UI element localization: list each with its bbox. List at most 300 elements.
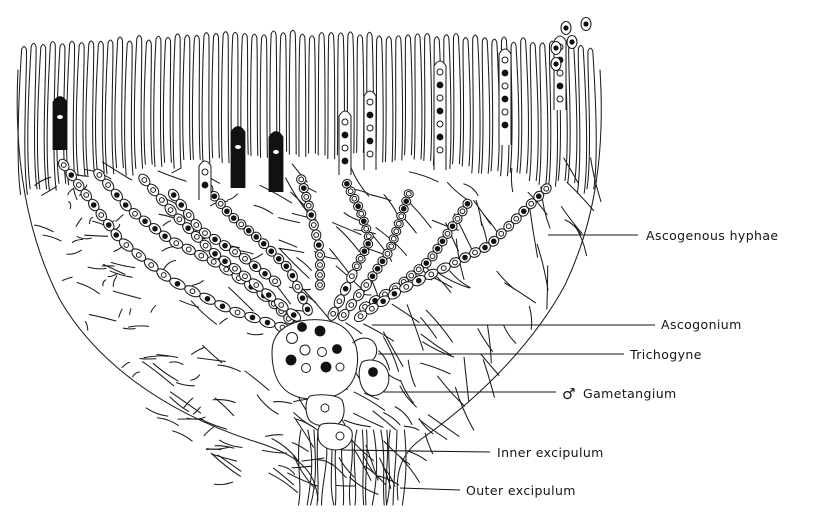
nucleus <box>291 313 296 318</box>
ascospore <box>202 182 208 188</box>
label-ascogonium: Ascogonium <box>661 317 742 332</box>
nucleus <box>359 211 364 216</box>
ascospore <box>367 125 373 131</box>
excipulum-cell <box>292 443 308 452</box>
excipulum-cell <box>504 326 516 343</box>
excipulum-cell <box>211 453 240 476</box>
excipulum-cell <box>88 267 106 269</box>
nucleus <box>349 274 354 279</box>
paraphysis <box>202 33 210 163</box>
paraphysis <box>115 37 123 168</box>
paraphysis <box>472 35 480 173</box>
excipulum-cell <box>409 172 438 182</box>
nucleus <box>266 293 271 298</box>
nucleus <box>404 199 409 204</box>
nucleus <box>211 259 216 264</box>
excipulum-cell <box>157 418 178 426</box>
paraphysis <box>37 45 46 189</box>
excipulum-cell <box>392 304 419 322</box>
excipulum-cell <box>122 362 129 367</box>
nucleus <box>416 278 421 283</box>
nucleus <box>306 203 311 208</box>
excipulum-cell <box>111 263 134 268</box>
nucleus <box>174 241 179 246</box>
excipulum-cell <box>214 482 232 485</box>
nucleus <box>106 223 111 228</box>
nucleus <box>453 260 458 265</box>
ascospore <box>437 108 443 114</box>
nucleus <box>409 273 414 278</box>
nucleus <box>213 251 218 256</box>
paraphysis <box>28 43 37 188</box>
paraphysis <box>86 41 95 175</box>
paraphysis <box>173 34 181 168</box>
excipulum-cell <box>336 227 359 251</box>
excipulum-cell <box>110 271 132 277</box>
paraphysis <box>289 30 296 154</box>
excipulum-cell <box>43 235 61 241</box>
ascospore <box>437 69 443 75</box>
ascus <box>434 61 446 170</box>
nucleus <box>385 251 390 256</box>
nucleus <box>364 226 369 231</box>
leader-outer-excipulum <box>400 488 460 490</box>
nucleus <box>305 307 310 312</box>
excipulum-cell <box>505 283 536 303</box>
nucleus <box>460 209 465 214</box>
excipulum-cell <box>426 310 452 342</box>
nucleus <box>175 281 180 286</box>
paraphysis <box>414 34 422 159</box>
nucleus <box>199 253 204 258</box>
male-gametangium <box>359 360 389 395</box>
nucleus <box>349 303 354 308</box>
excipulum-cell <box>62 277 72 280</box>
ascus <box>53 97 67 151</box>
nucleus <box>61 163 66 168</box>
excipulum-cell <box>266 435 283 437</box>
paraphysis <box>144 40 152 164</box>
paraphysis <box>424 34 432 161</box>
paraphysis <box>96 41 105 172</box>
nucleus <box>246 228 251 233</box>
excipulum-cell <box>129 309 130 315</box>
excipulum-cell <box>68 189 73 195</box>
nucleus <box>203 243 208 248</box>
excipulum-cell <box>192 280 203 285</box>
excipulum-cell <box>218 365 240 371</box>
nucleus <box>143 219 148 224</box>
excipulum-cell <box>72 239 82 242</box>
ascospore <box>437 82 443 88</box>
ascospore <box>502 109 508 115</box>
nucleus <box>352 196 357 201</box>
nucleus <box>318 283 323 288</box>
excipulum-cell <box>400 457 420 483</box>
nucleus <box>239 222 244 227</box>
excipulum-cell <box>77 283 99 294</box>
nucleus <box>124 243 129 248</box>
ascus <box>231 127 245 189</box>
nucleus <box>194 223 199 228</box>
nucleus <box>91 203 96 208</box>
excipulum-cell <box>273 402 291 404</box>
paraphysis <box>587 48 596 189</box>
excipulum-cell <box>128 326 148 327</box>
excipulum-cell <box>279 218 300 223</box>
ascospore <box>502 122 508 128</box>
nucleus <box>331 311 336 316</box>
nucleus <box>223 259 228 264</box>
ascospore <box>367 151 373 157</box>
ascospore <box>557 83 563 89</box>
nucleus <box>450 224 455 229</box>
excipulum-cell <box>254 205 273 214</box>
ascus <box>269 132 283 193</box>
paraphysis <box>260 35 267 158</box>
paraphysis <box>212 34 220 158</box>
paraphysis <box>154 36 162 166</box>
label-inner-excipulum: Inner excipulum <box>497 445 604 460</box>
paraphysis <box>134 36 142 169</box>
excipulum-cell <box>204 427 213 436</box>
nucleus <box>341 313 346 318</box>
excipulum-cell <box>247 333 263 335</box>
nucleus <box>389 244 394 249</box>
nucleus <box>491 239 496 244</box>
paraphysis <box>357 35 364 153</box>
ascospore <box>437 95 443 101</box>
excipulum-cell <box>163 221 170 226</box>
nucleus <box>190 289 195 294</box>
ascogonium <box>272 320 358 399</box>
excipulum-cell <box>113 291 140 299</box>
ascospore <box>342 132 348 138</box>
nucleus <box>179 203 184 208</box>
nucleus <box>163 234 168 239</box>
excipulum-cell <box>421 363 451 374</box>
nucleus <box>253 264 258 269</box>
nucleus <box>213 237 218 242</box>
label-gametangium: Gametangium <box>583 386 677 401</box>
excipulum-cell <box>197 358 225 362</box>
label-outer-excipulum: Outer excipulum <box>466 483 576 498</box>
nucleus <box>544 186 549 191</box>
excipulum-cell <box>384 195 397 214</box>
nucleus <box>441 266 446 271</box>
excipulum-cell <box>384 413 400 425</box>
nucleus <box>261 241 266 246</box>
nucleus <box>186 213 191 218</box>
nucleus <box>424 261 429 266</box>
leader-inner-excipulum <box>342 450 490 452</box>
excipulum-cell <box>142 362 173 386</box>
paraphysis <box>520 38 529 173</box>
nucleus <box>309 213 314 218</box>
nucleus <box>465 201 470 206</box>
nucleus <box>483 245 488 250</box>
ascospore <box>502 83 508 89</box>
ascospore <box>557 70 563 76</box>
spore-nucleus <box>564 26 568 30</box>
nucleus <box>366 241 371 246</box>
nucleus <box>356 204 361 209</box>
paraphysis <box>376 36 383 162</box>
nucleus <box>463 255 468 260</box>
nucleus <box>254 234 259 239</box>
excipulum-cell <box>162 247 174 252</box>
nucleus <box>203 231 208 236</box>
excipulum-cell <box>574 225 586 255</box>
nucleus <box>499 231 504 236</box>
nucleus <box>514 216 519 221</box>
excipulum-cell <box>220 318 228 324</box>
excipulum-cell <box>537 244 548 290</box>
nucleus <box>142 178 147 183</box>
ascospore <box>557 96 563 102</box>
nucleus <box>254 283 259 288</box>
excipulum-cell <box>119 309 122 317</box>
ascospore <box>202 169 208 175</box>
ascospore <box>437 121 443 127</box>
excipulum-cell <box>191 348 203 355</box>
paraphysis <box>251 34 258 155</box>
nucleus <box>224 267 229 272</box>
nucleus <box>161 273 166 278</box>
nucleus <box>186 226 191 231</box>
excipulum-cell <box>408 451 426 460</box>
nucleus <box>123 203 128 208</box>
excipulum-cell <box>547 266 548 309</box>
excipulum-cell <box>332 223 361 235</box>
stalk-hypha <box>402 430 406 505</box>
nucleus <box>304 194 309 199</box>
ascus-highlight <box>57 115 63 119</box>
nucleus <box>406 191 411 196</box>
nucleus <box>168 208 173 213</box>
excipulum-cell <box>455 387 473 430</box>
nucleus <box>473 250 478 255</box>
excipulum-cell <box>173 431 192 441</box>
nucleus <box>223 243 228 248</box>
nucleus <box>529 201 534 206</box>
nucleus <box>279 303 284 308</box>
nucleus <box>235 310 240 315</box>
nucleus <box>394 229 399 234</box>
spore-nucleus <box>554 62 558 66</box>
nucleus <box>445 231 450 236</box>
ascus-highlight <box>235 145 241 149</box>
excipulum-cell <box>336 485 355 486</box>
excipulum-cell <box>191 375 200 380</box>
excipulum-cell <box>464 184 478 196</box>
ascospore <box>367 138 373 144</box>
excipulum-cell <box>123 328 135 329</box>
nucleus <box>273 279 278 284</box>
excipulum-cell <box>373 411 396 430</box>
paraphysis <box>183 35 191 159</box>
paraphysis <box>405 35 413 155</box>
paraphysis <box>221 32 229 163</box>
nucleus <box>314 233 319 238</box>
male-symbol: ♂ <box>562 385 576 403</box>
nucleus <box>358 256 363 261</box>
nucleus <box>99 213 104 218</box>
paraphysis <box>395 36 403 160</box>
nucleus <box>354 264 359 269</box>
excipulum-cell <box>213 400 235 403</box>
nucleus <box>375 266 380 271</box>
ascospore <box>367 99 373 105</box>
nucleus <box>177 217 182 222</box>
excipulum-cell <box>85 235 108 236</box>
nucleus <box>440 239 445 244</box>
excipulum-cell <box>419 419 447 439</box>
excipulum-cell <box>481 221 488 244</box>
stalk-hypha <box>386 430 388 505</box>
nucleus <box>149 263 154 268</box>
nucleus <box>220 304 225 309</box>
excipulum-cell <box>404 426 419 430</box>
excipulum-cell <box>423 342 454 357</box>
paraphysis <box>481 38 489 173</box>
nucleus <box>358 314 363 319</box>
nucleus <box>364 283 369 288</box>
excipulum-cell <box>176 383 194 386</box>
stalk-cells <box>306 395 352 450</box>
nucleus <box>269 249 274 254</box>
nucleus <box>430 254 435 259</box>
excipulum-cell <box>77 237 91 239</box>
nucleus <box>392 291 397 296</box>
nucleus <box>265 320 270 325</box>
ascus <box>199 161 211 200</box>
excipulum-cell <box>76 218 82 226</box>
nucleus <box>337 299 342 304</box>
nucleus <box>396 221 401 226</box>
nucleus <box>276 256 281 261</box>
nucleus <box>243 256 248 261</box>
ascus-highlight <box>273 150 279 154</box>
nucleus <box>381 299 386 304</box>
nucleus <box>536 194 541 199</box>
paraphysis <box>529 43 538 181</box>
nucleus <box>343 286 348 291</box>
nucleus <box>233 266 238 271</box>
nucleus <box>311 223 316 228</box>
excipulum-cell <box>529 306 531 329</box>
label-trichogyne: Trichogyne <box>630 347 702 362</box>
paraphysis <box>577 45 586 193</box>
stalk-hypha <box>365 430 367 505</box>
excipulum-cell <box>228 194 238 200</box>
ascospore <box>342 158 348 164</box>
excipulum-cell <box>203 420 227 429</box>
excipulum-cell <box>279 466 295 475</box>
excipulum-cell <box>103 280 106 286</box>
nucleus <box>435 246 440 251</box>
nucleus <box>316 243 321 248</box>
excipulum-cell <box>144 356 168 358</box>
stalk-hypha <box>393 430 397 505</box>
excipulum-cell <box>318 460 332 465</box>
nucleus <box>205 296 210 301</box>
nucleus <box>84 193 89 198</box>
nucleus <box>356 293 361 298</box>
excipulum-cell <box>67 250 81 254</box>
nucleus <box>290 273 295 278</box>
nucleus <box>344 181 349 186</box>
excipulum-cell <box>292 466 312 467</box>
excipulum-cell <box>35 225 54 231</box>
nucleus <box>263 271 268 276</box>
nucleus <box>391 236 396 241</box>
excipulum-cell <box>172 168 180 173</box>
ascospore <box>502 96 508 102</box>
nucleus <box>295 284 300 289</box>
excipulum-cell <box>407 305 423 350</box>
stalk-hypha <box>354 430 357 505</box>
ascospore <box>437 147 443 153</box>
excipulum-cell <box>487 325 491 363</box>
spore-nucleus <box>554 46 558 50</box>
ascospore <box>342 119 348 125</box>
ascospore <box>502 70 508 76</box>
excipulum-cell <box>425 433 432 453</box>
paraphysis <box>318 33 325 155</box>
nucleus <box>369 306 374 311</box>
excipulum-cell <box>474 200 491 223</box>
excipulum-cell <box>511 168 512 191</box>
nucleus <box>401 206 406 211</box>
excipulum-cell <box>530 209 538 257</box>
excipulum-cell <box>89 315 116 321</box>
nucleus <box>366 234 371 239</box>
nucleus <box>370 274 375 279</box>
excipulum-cell <box>89 218 92 224</box>
paraphysis <box>192 35 200 159</box>
excipulum-cell <box>146 408 168 416</box>
paraphysis <box>462 38 470 166</box>
nucleus <box>233 249 238 254</box>
paraphysis <box>491 39 499 171</box>
nucleus <box>218 201 223 206</box>
nucleus <box>399 214 404 219</box>
nucleus <box>380 259 385 264</box>
paraphysis <box>568 42 577 183</box>
excipulum-cell <box>113 276 117 287</box>
nucleus <box>194 234 199 239</box>
paraphysis <box>76 43 85 176</box>
nucleus <box>114 233 119 238</box>
spore-nucleus <box>570 40 574 44</box>
nucleus <box>318 263 323 268</box>
nucleus <box>159 198 164 203</box>
nucleus <box>151 188 156 193</box>
paraphysis <box>18 47 27 195</box>
paraphysis <box>105 40 114 174</box>
nucleus <box>299 177 304 182</box>
nucleus <box>106 183 111 188</box>
excipulum-cell <box>245 371 269 390</box>
nucleus <box>416 267 421 272</box>
excipulum-cell <box>207 447 229 449</box>
excipulum-cell <box>170 362 183 365</box>
paraphysis <box>309 36 316 154</box>
nucleus <box>250 315 255 320</box>
excipulum-cell <box>133 372 140 377</box>
nucleus <box>97 173 102 178</box>
